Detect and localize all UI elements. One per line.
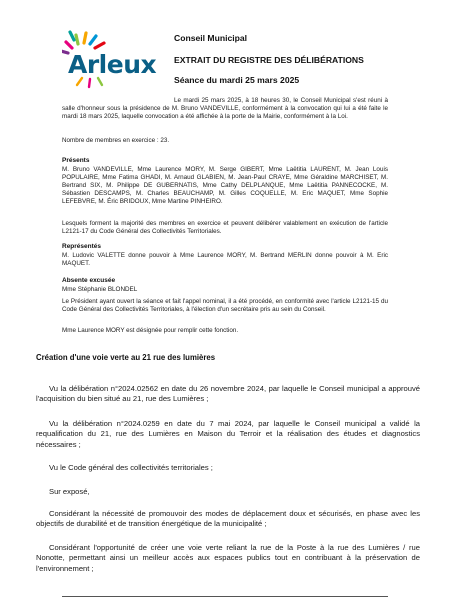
paragraph-vu-1: Vu la délibération n°2024.02562 en date du 26 novembre 2024, par laquelle le Conseil municipal a approuvé l'acquisition du bien situé au 21, rue des Lumières ; [36,384,420,404]
secretaire-line: Mme Laurence MORY est désignée pour remplir cette fonction. [62,327,239,334]
logo-wordmark: Arleux [68,50,157,79]
header-title: Conseil Municipal [174,33,248,43]
arleux-logo [62,30,166,92]
session-date: Séance du mardi 25 mars 2025 [174,75,300,85]
intro-paragraph: Le mardi 25 mars 2025, à 18 heures 30, le Conseil Municipal s'est réuni à salle d'honneur sous la présidence de M. Bruno VANDEVILLE, conformément à la convocation qui lui a été faite le mardi 18 mars 2025, laquelle convocation a été affichée à la porte de la Mairie, conformément à la Loi. [62,97,388,120]
paragraph-considerant-2: Considérant l'opportunité de créer une voie verte reliant la rue de la Poste à la rue des Lumières / rue Nonotte, permettant ainsi un meilleur accès aux espaces publics tout en contribuant à la préservation de l'environnement ; [36,543,420,573]
paragraph-expose: Sur exposé, [49,487,90,496]
header-subtitle: EXTRAIT DU REGISTRE DES DÉLIBÉRATIONS [174,55,364,65]
representes-label: Représentés [62,243,102,250]
representes-text: M. Ludovic VALETTE donne pouvoir à Mme Laurence MORY, M. Bertrand MERLIN donne pouvoir à M. Eric MAQUET. [62,252,388,267]
paragraph-vu-2: Vu la délibération n°2024.0259 en date du 7 mai 2024, par laquelle le Conseil municipal a validé la requalification du 21, rue des Lumières en Maison du Terroir et la réalisation des études et diagnostics nécessaires ; [36,419,420,449]
presents-label: Présents [62,157,90,164]
members-count: Nombre de membres en exercice : 23. [62,137,170,144]
absente-label: Absente excusée [62,277,116,284]
paragraph-considerant-1: Considérant la nécessité de promouvoir des modes de déplacement doux et sécurisés, en phase avec les objectifs de durabilité et de transition énergétique de la municipalité ; [36,509,420,529]
presents-list: M. Bruno VANDEVILLE, Mme Laurence MORY, M. Serge GIBERT, Mme Laëtitia LAURENT, M. Jean Louis POPULAIRE, Mme Fatima GHADI, M. Arnaud GLABIEN, M. Jean-Paul CRAYE, Mme Géraldine MARCHISET, M. Bertrand SIX, M. Philippe DE GUBERNATIS, Mme Cathy DELPLANQUE, Mme Laëtitia PANNECOCKE, M. Sébastien DESCAMPS, M. Charles BEAUCHAMP, M. Gilles COQUELLE, M. Eric MAQUET, Mme Sophie LEFEBVRE, M. Éric BRIDOUX, Mme Martine PINHEIRO. [62,166,388,205]
footer-divider [62,596,388,597]
paragraph-code: Vu le Code général des collectivités territoriales ; [49,463,213,472]
section-title: Création d'une voie verte au 21 rue des lumières [36,353,216,362]
majority-statement: Lesquels forment la majorité des membres en exercice et peuvent délibérer valablement en exécution de l'article L2121-17 du Code Général des Collectivités Territoriales. [62,220,388,235]
president-paragraph: Le Président ayant ouvert la séance et fait l'appel nominal, il a été procédé, en conformité avec l'article L2121-15 du Code Général des Collectivités Territoriales, à l'élection d'un secrétaire pris au sein du Conseil. [62,298,388,313]
absente-text: Mme Stéphanie BLONDEL [62,286,138,293]
